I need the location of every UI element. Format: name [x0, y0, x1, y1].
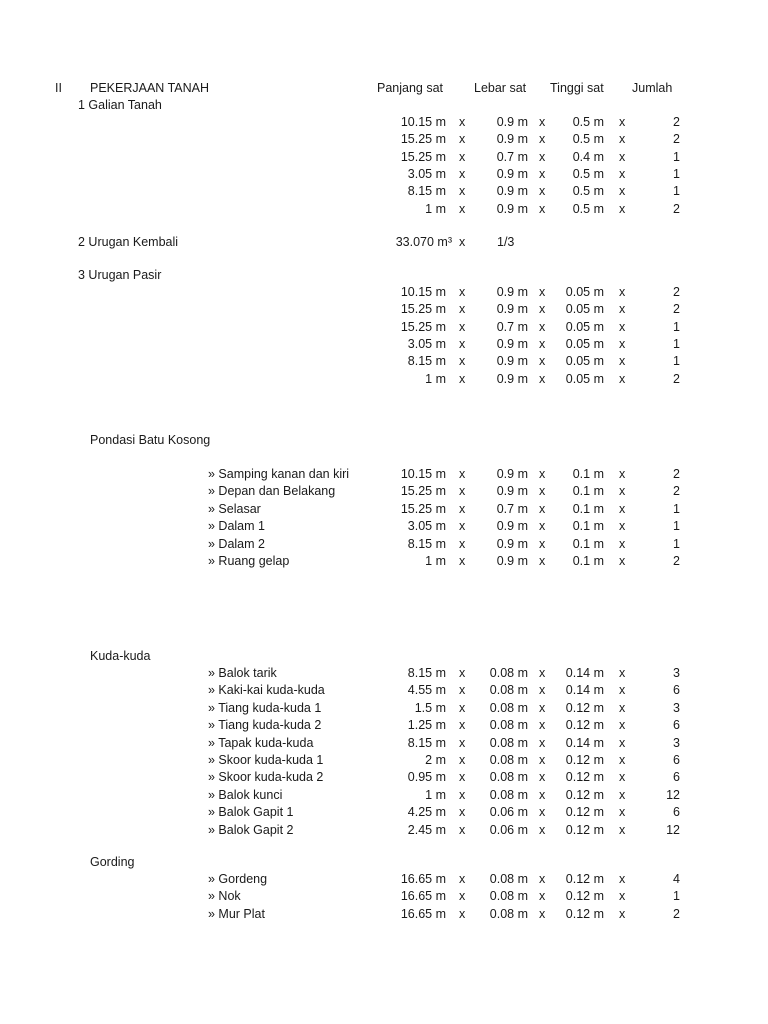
- lebar-value: 0.9 m: [496, 554, 528, 568]
- table-row: [0, 787, 768, 804]
- section-label-row: [0, 854, 768, 871]
- multiply-mark: x: [539, 718, 546, 733]
- item-name: » Kaki-kai kuda-kuda: [208, 683, 325, 698]
- panjang-value: 3.05 m: [407, 519, 446, 534]
- lebar-value: 0.7 m: [496, 501, 528, 516]
- panjang-value: 3.05 m: [407, 336, 446, 351]
- multiply-mark: x: [459, 501, 466, 516]
- jumlah-value: 4: [673, 872, 680, 886]
- lebar-value: 0.9 m: [496, 354, 528, 369]
- table-row: [0, 353, 768, 370]
- multiply-mark: x: [459, 906, 466, 921]
- multiply-mark: x: [539, 484, 546, 499]
- lebar-value: 0.7 m: [496, 319, 528, 334]
- lebar-value: 0.9 m: [496, 536, 528, 551]
- table-row: [0, 301, 768, 318]
- lebar-value: 0.9 m: [496, 371, 528, 386]
- lebar-value: 0.9 m: [496, 166, 528, 181]
- multiply-mark: x: [539, 166, 546, 181]
- multiply-mark: x: [459, 872, 466, 886]
- table-row: [0, 114, 768, 131]
- item-name: » Skoor kuda-kuda 2: [208, 770, 324, 785]
- tinggi-value: 0.1 m: [572, 536, 604, 551]
- section-title: PEKERJAAN TANAH: [90, 81, 210, 95]
- multiply-mark: x: [459, 484, 466, 499]
- panjang-value: 1.5 m: [414, 700, 446, 715]
- table-row: [0, 131, 768, 148]
- tinggi-value: 0.12 m: [565, 822, 604, 837]
- table-row: [0, 518, 768, 535]
- table-row: [0, 284, 768, 301]
- tinggi-value: 0.12 m: [565, 872, 604, 886]
- pondasi-label: Pondasi Batu Kosong: [90, 433, 211, 447]
- multiply-mark: x: [619, 132, 626, 147]
- item-name: » Tapak kuda-kuda: [208, 735, 314, 750]
- multiply-mark: x: [459, 700, 466, 715]
- table-row: [0, 871, 768, 888]
- tinggi-value: 0.12 m: [565, 718, 604, 733]
- multiply-mark: x: [459, 889, 466, 904]
- multiply-mark: x: [619, 683, 626, 698]
- multiply-mark: x: [539, 536, 546, 551]
- multiply-mark: x: [619, 906, 626, 921]
- panjang-value: 15.25 m: [400, 149, 446, 164]
- multiply-mark: x: [459, 554, 466, 568]
- panjang-value: 8.15 m: [407, 735, 446, 750]
- tinggi-value: 0.14 m: [565, 683, 604, 698]
- jumlah-value: 3: [673, 700, 680, 715]
- multiply-mark: x: [459, 184, 466, 199]
- tinggi-value: 0.12 m: [565, 700, 604, 715]
- multiply-mark: x: [459, 753, 466, 767]
- multiply-mark: x: [459, 354, 466, 369]
- multiply-mark: x: [619, 166, 626, 181]
- table-row: [0, 700, 768, 717]
- multiply-mark: x: [459, 235, 466, 249]
- table-row: [0, 483, 768, 500]
- tinggi-value: 0.1 m: [572, 467, 604, 481]
- multiply-mark: x: [459, 285, 466, 299]
- tinggi-value: 0.4 m: [572, 149, 604, 164]
- jumlah-value: 2: [673, 484, 680, 499]
- table-row: [0, 752, 768, 769]
- multiply-mark: x: [619, 115, 626, 129]
- multiply-mark: x: [539, 889, 546, 904]
- multiply-mark: x: [619, 354, 626, 369]
- jumlah-value: 2: [673, 285, 680, 299]
- table-row: [0, 735, 768, 752]
- lebar-value: 0.08 m: [489, 683, 528, 698]
- multiply-mark: x: [619, 371, 626, 386]
- jumlah-value: 2: [673, 371, 680, 386]
- lebar-value: 0.7 m: [496, 149, 528, 164]
- item-name: » Samping kanan dan kiri: [208, 467, 350, 481]
- item-name: » Gordeng: [208, 872, 268, 886]
- lebar-value: 0.08 m: [489, 787, 528, 802]
- multiply-mark: x: [459, 319, 466, 334]
- lebar-value: 0.08 m: [489, 700, 528, 715]
- multiply-mark: x: [459, 149, 466, 164]
- multiply-mark: x: [539, 302, 546, 317]
- jumlah-value: 12: [666, 822, 680, 837]
- multiply-mark: x: [539, 354, 546, 369]
- panjang-value: 2 m: [425, 753, 446, 767]
- table-row: [0, 166, 768, 183]
- panjang-value: 15.25 m: [400, 484, 446, 499]
- panjang-value: 1.25 m: [407, 718, 446, 733]
- multiply-mark: x: [539, 467, 546, 481]
- jumlah-value: 1: [673, 319, 680, 334]
- tinggi-value: 0.1 m: [572, 519, 604, 534]
- lebar-value: 0.08 m: [489, 889, 528, 904]
- lebar-value: 0.9 m: [496, 285, 528, 299]
- jumlah-value: 1: [673, 166, 680, 181]
- item-name: » Depan dan Belakang: [208, 484, 336, 499]
- table-row: [0, 466, 768, 483]
- multiply-mark: x: [539, 285, 546, 299]
- lebar-value: 0.08 m: [489, 735, 528, 750]
- multiply-mark: x: [619, 536, 626, 551]
- item-name: » Balok tarik: [208, 666, 277, 680]
- header-row: [0, 80, 768, 97]
- multiply-mark: x: [539, 149, 546, 164]
- item-name: » Ruang gelap: [208, 554, 290, 568]
- multiply-mark: x: [539, 132, 546, 147]
- lebar-value: 0.9 m: [496, 201, 528, 216]
- urugan-kembali-fraction: 1/3: [497, 235, 515, 249]
- table-row: [0, 682, 768, 699]
- multiply-mark: x: [539, 519, 546, 534]
- jumlah-value: 2: [673, 201, 680, 216]
- multiply-mark: x: [619, 336, 626, 351]
- table-row: [0, 201, 768, 218]
- multiply-mark: x: [539, 683, 546, 698]
- panjang-value: 1 m: [425, 554, 446, 568]
- jumlah-value: 2: [673, 302, 680, 317]
- lebar-value: 0.08 m: [489, 906, 528, 921]
- table-row: [0, 553, 768, 570]
- column-header-panjang: Panjang sat: [377, 81, 444, 95]
- tinggi-value: 0.05 m: [565, 302, 604, 317]
- lebar-value: 0.9 m: [496, 519, 528, 534]
- multiply-mark: x: [619, 822, 626, 837]
- multiply-mark: x: [619, 319, 626, 334]
- item-name: » Tiang kuda-kuda 1: [208, 700, 322, 715]
- jumlah-value: 2: [673, 554, 680, 568]
- multiply-mark: x: [459, 787, 466, 802]
- multiply-mark: x: [539, 666, 546, 680]
- tinggi-value: 0.1 m: [572, 501, 604, 516]
- panjang-value: 8.15 m: [407, 536, 446, 551]
- jumlah-value: 6: [673, 718, 680, 733]
- gording-label: Gording: [90, 855, 135, 869]
- table-row: [0, 371, 768, 388]
- item-name: » Tiang kuda-kuda 2: [208, 718, 322, 733]
- panjang-value: 8.15 m: [407, 354, 446, 369]
- panjang-value: 10.15 m: [400, 467, 446, 481]
- multiply-mark: x: [459, 735, 466, 750]
- multiply-mark: x: [539, 336, 546, 351]
- multiply-mark: x: [539, 184, 546, 199]
- multiply-mark: x: [539, 700, 546, 715]
- multiply-mark: x: [459, 718, 466, 733]
- table-row: [0, 501, 768, 518]
- multiply-mark: x: [539, 753, 546, 767]
- panjang-value: 16.65 m: [400, 906, 446, 921]
- multiply-mark: x: [619, 201, 626, 216]
- item-name: » Dalam 2: [208, 536, 265, 551]
- multiply-mark: x: [539, 770, 546, 785]
- multiply-mark: x: [539, 371, 546, 386]
- tinggi-value: 0.1 m: [572, 554, 604, 568]
- tinggi-value: 0.12 m: [565, 770, 604, 785]
- panjang-value: 0.95 m: [407, 770, 446, 785]
- jumlah-value: 6: [673, 753, 680, 767]
- jumlah-value: 6: [673, 805, 680, 820]
- multiply-mark: x: [539, 319, 546, 334]
- lebar-value: 0.08 m: [489, 666, 528, 680]
- table-row: [0, 769, 768, 786]
- multiply-mark: x: [459, 519, 466, 534]
- lebar-value: 0.08 m: [489, 872, 528, 886]
- item-name: » Balok Gapit 1: [208, 805, 294, 820]
- multiply-mark: x: [459, 805, 466, 820]
- panjang-value: 8.15 m: [407, 184, 446, 199]
- panjang-value: 16.65 m: [400, 872, 446, 886]
- jumlah-value: 1: [673, 501, 680, 516]
- lebar-value: 0.06 m: [489, 822, 528, 837]
- galian-tanah-label: 1 Galian Tanah: [78, 98, 162, 112]
- table-row: [0, 149, 768, 166]
- tinggi-value: 0.5 m: [572, 115, 604, 129]
- tinggi-value: 0.14 m: [565, 735, 604, 750]
- item-name: » Balok kunci: [208, 787, 283, 802]
- tinggi-value: 0.05 m: [565, 285, 604, 299]
- multiply-mark: x: [619, 484, 626, 499]
- multiply-mark: x: [619, 184, 626, 199]
- tinggi-value: 0.12 m: [565, 753, 604, 767]
- multiply-mark: x: [459, 666, 466, 680]
- multiply-mark: x: [539, 735, 546, 750]
- multiply-mark: x: [539, 554, 546, 568]
- panjang-value: 15.25 m: [400, 319, 446, 334]
- multiply-mark: x: [619, 467, 626, 481]
- column-header-jumlah: Jumlah: [632, 81, 673, 95]
- table-row: [0, 888, 768, 905]
- panjang-value: 2.45 m: [407, 822, 446, 837]
- tinggi-value: 0.14 m: [565, 666, 604, 680]
- urugan-kembali-volume: 33.070 m³: [395, 235, 452, 249]
- panjang-value: 8.15 m: [407, 666, 446, 680]
- multiply-mark: x: [619, 735, 626, 750]
- tinggi-value: 0.05 m: [565, 319, 604, 334]
- item-name: » Skoor kuda-kuda 1: [208, 753, 324, 767]
- multiply-mark: x: [539, 201, 546, 216]
- multiply-mark: x: [459, 336, 466, 351]
- urugan-pasir-label: 3 Urugan Pasir: [78, 268, 162, 282]
- multiply-mark: x: [619, 700, 626, 715]
- multiply-mark: x: [459, 302, 466, 317]
- urugan-kembali-label: 2 Urugan Kembali: [78, 235, 179, 249]
- tinggi-value: 0.5 m: [572, 201, 604, 216]
- lebar-value: 0.08 m: [489, 718, 528, 733]
- lebar-value: 0.9 m: [496, 336, 528, 351]
- multiply-mark: x: [539, 501, 546, 516]
- panjang-value: 10.15 m: [400, 115, 446, 129]
- panjang-value: 15.25 m: [400, 132, 446, 147]
- panjang-value: 4.25 m: [407, 805, 446, 820]
- panjang-value: 4.55 m: [407, 683, 446, 698]
- multiply-mark: x: [539, 115, 546, 129]
- section-label-row: [0, 432, 768, 449]
- item-name: » Nok: [208, 889, 241, 904]
- lebar-value: 0.9 m: [496, 467, 528, 481]
- tinggi-value: 0.05 m: [565, 336, 604, 351]
- tinggi-value: 0.5 m: [572, 166, 604, 181]
- multiply-mark: x: [619, 285, 626, 299]
- multiply-mark: x: [459, 770, 466, 785]
- multiply-mark: x: [459, 201, 466, 216]
- multiply-mark: x: [459, 683, 466, 698]
- section-label-row: [0, 97, 768, 114]
- jumlah-value: 2: [673, 132, 680, 147]
- jumlah-value: 1: [673, 354, 680, 369]
- column-header-lebar: Lebar sat: [474, 81, 527, 95]
- urugan-kembali-row: [0, 234, 768, 251]
- tinggi-value: 0.12 m: [565, 787, 604, 802]
- item-name: » Dalam 1: [208, 519, 265, 534]
- jumlah-value: 1: [673, 149, 680, 164]
- panjang-value: 10.15 m: [400, 285, 446, 299]
- tinggi-value: 0.12 m: [565, 805, 604, 820]
- panjang-value: 1 m: [425, 371, 446, 386]
- table-row: [0, 536, 768, 553]
- lebar-value: 0.9 m: [496, 184, 528, 199]
- multiply-mark: x: [539, 805, 546, 820]
- panjang-value: 15.25 m: [400, 501, 446, 516]
- lebar-value: 0.9 m: [496, 132, 528, 147]
- table-row: [0, 183, 768, 200]
- section-label-row: [0, 267, 768, 284]
- table-row: [0, 906, 768, 923]
- jumlah-value: 1: [673, 184, 680, 199]
- item-name: » Selasar: [208, 501, 261, 516]
- panjang-value: 16.65 m: [400, 889, 446, 904]
- section-label-row: [0, 648, 768, 665]
- jumlah-value: 2: [673, 906, 680, 921]
- lebar-value: 0.08 m: [489, 753, 528, 767]
- multiply-mark: x: [459, 115, 466, 129]
- tinggi-value: 0.1 m: [572, 484, 604, 499]
- lebar-value: 0.08 m: [489, 770, 528, 785]
- multiply-mark: x: [619, 889, 626, 904]
- table-row: [0, 319, 768, 336]
- multiply-mark: x: [619, 302, 626, 317]
- lebar-value: 0.9 m: [496, 302, 528, 317]
- multiply-mark: x: [619, 554, 626, 568]
- multiply-mark: x: [619, 787, 626, 802]
- jumlah-value: 1: [673, 519, 680, 534]
- table-row: [0, 717, 768, 734]
- jumlah-value: 1: [673, 536, 680, 551]
- multiply-mark: x: [619, 872, 626, 886]
- jumlah-value: 2: [673, 115, 680, 129]
- multiply-mark: x: [619, 519, 626, 534]
- tinggi-value: 0.12 m: [565, 906, 604, 921]
- multiply-mark: x: [459, 467, 466, 481]
- multiply-mark: x: [459, 132, 466, 147]
- tinggi-value: 0.5 m: [572, 132, 604, 147]
- item-name: » Balok Gapit 2: [208, 822, 294, 837]
- section-roman-numeral: II: [55, 81, 62, 95]
- multiply-mark: x: [539, 906, 546, 921]
- column-header-tinggi: Tinggi sat: [550, 81, 604, 95]
- jumlah-value: 6: [673, 683, 680, 698]
- multiply-mark: x: [539, 822, 546, 837]
- table-row: [0, 665, 768, 682]
- multiply-mark: x: [619, 753, 626, 767]
- table-row: [0, 804, 768, 821]
- panjang-value: 1 m: [425, 201, 446, 216]
- jumlah-value: 3: [673, 735, 680, 750]
- jumlah-value: 1: [673, 889, 680, 904]
- jumlah-value: 2: [673, 467, 680, 481]
- table-row: [0, 336, 768, 353]
- multiply-mark: x: [619, 805, 626, 820]
- panjang-value: 3.05 m: [407, 166, 446, 181]
- tinggi-value: 0.05 m: [565, 354, 604, 369]
- multiply-mark: x: [619, 666, 626, 680]
- item-name: » Mur Plat: [208, 906, 265, 921]
- lebar-value: 0.06 m: [489, 805, 528, 820]
- multiply-mark: x: [459, 822, 466, 837]
- lebar-value: 0.9 m: [496, 115, 528, 129]
- panjang-value: 15.25 m: [400, 302, 446, 317]
- multiply-mark: x: [459, 536, 466, 551]
- jumlah-value: 1: [673, 336, 680, 351]
- table-row: [0, 822, 768, 839]
- multiply-mark: x: [539, 787, 546, 802]
- tinggi-value: 0.05 m: [565, 371, 604, 386]
- multiply-mark: x: [459, 166, 466, 181]
- tinggi-value: 0.5 m: [572, 184, 604, 199]
- multiply-mark: x: [619, 501, 626, 516]
- multiply-mark: x: [619, 770, 626, 785]
- kuda-kuda-label: Kuda-kuda: [90, 649, 151, 663]
- lebar-value: 0.9 m: [496, 484, 528, 499]
- multiply-mark: x: [619, 149, 626, 164]
- multiply-mark: x: [539, 872, 546, 886]
- jumlah-value: 3: [673, 666, 680, 680]
- tinggi-value: 0.12 m: [565, 889, 604, 904]
- jumlah-value: 6: [673, 770, 680, 785]
- jumlah-value: 12: [666, 787, 680, 802]
- panjang-value: 1 m: [425, 787, 446, 802]
- multiply-mark: x: [619, 718, 626, 733]
- multiply-mark: x: [459, 371, 466, 386]
